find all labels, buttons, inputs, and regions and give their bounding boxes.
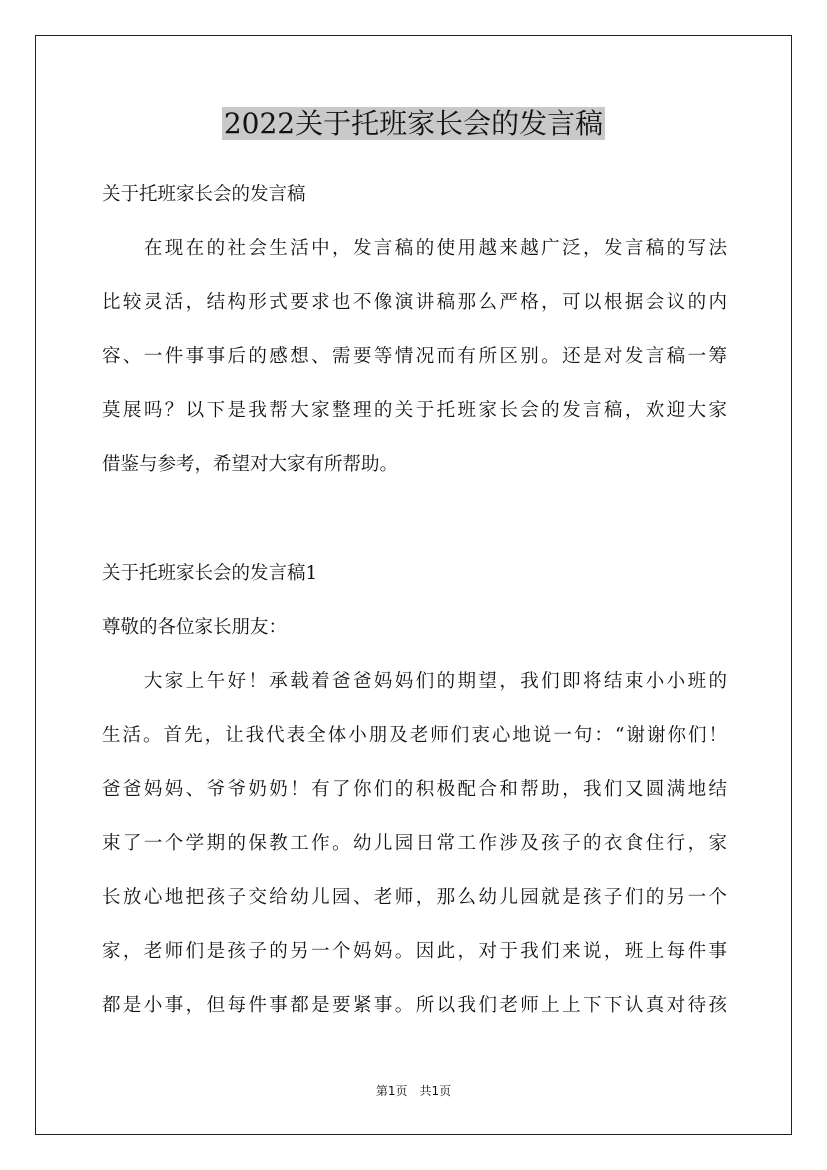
paragraph-line: 比较灵活，结构形式要求也不像演讲稿那么严格，可以根据会议的内 [102, 292, 727, 313]
paragraph-line: 都是小事，但每件事都是要紧事。所以我们老师上上下下认真对待孩 [102, 995, 727, 1016]
paragraph-line: 生活。首先，让我代表全体小朋及老师们衷心地说一句：“谢谢你们！ [102, 725, 727, 746]
paragraph-line: 家，老师们是孩子的另一个妈妈。因此，对于我们来说，班上每件事 [102, 941, 727, 962]
document-title [0, 104, 827, 144]
paragraph-line: 在现在的社会生活中，发言稿的使用越来越广泛，发言稿的写法 [102, 238, 727, 259]
paragraph-line: 束了一个学期的保教工作。幼儿园日常工作涉及孩子的衣食住行，家 [102, 833, 727, 854]
salutation: 尊敬的各位家长朋友： [102, 617, 288, 638]
paragraph-line: 大家上午好！承载着爸爸妈妈们的期望，我们即将结束小小班的 [102, 671, 727, 692]
page-number: 第1页 共1页 [375, 1084, 452, 1098]
paragraph-line: 借鉴与参考，希望对大家有所帮助。 [102, 454, 399, 475]
document-title-text: 2022关于托班家长会的发言稿 [223, 107, 604, 140]
paragraph-line: 莫展吗？以下是我帮大家整理的关于托班家长会的发言稿，欢迎大家 [102, 400, 727, 421]
section-heading: 关于托班家长会的发言稿1 [102, 563, 318, 584]
paragraph-line: 容、一件事事后的感想、需要等情况而有所区别。还是对发言稿一筹 [102, 346, 727, 367]
paragraph-line: 爸爸妈妈、爷爷奶奶！有了你们的积极配合和帮助，我们又圆满地结 [102, 779, 727, 800]
intro-heading: 关于托班家长会的发言稿 [102, 184, 306, 205]
paragraph-line: 长放心地把孩子交给幼儿园、老师，那么幼儿园就是孩子们的另一个 [102, 887, 727, 908]
